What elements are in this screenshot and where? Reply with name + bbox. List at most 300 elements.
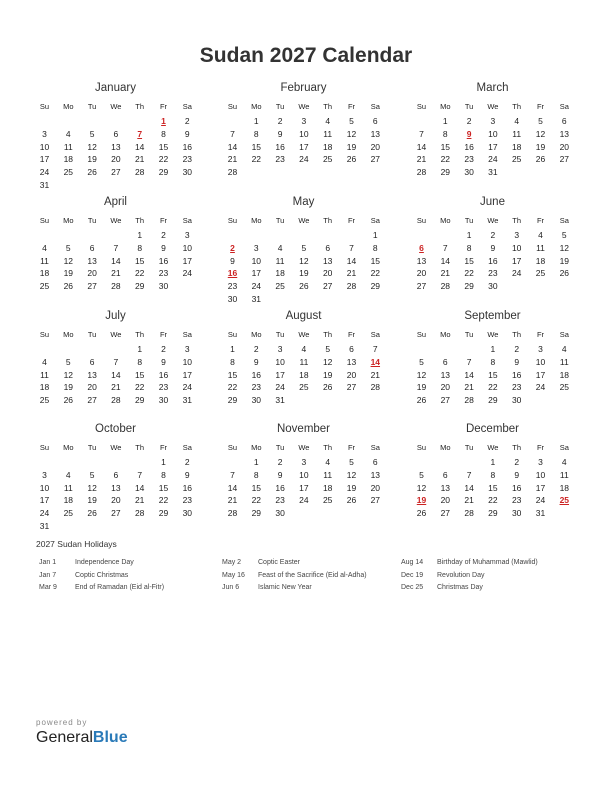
day-cell: 29	[488, 508, 498, 519]
day-cell: 5	[349, 457, 354, 467]
day-cell: 24	[511, 268, 522, 279]
day-cell: 27	[87, 281, 97, 292]
weekday-label: Sa	[370, 443, 380, 452]
day-cell: 23	[182, 495, 193, 506]
month-name: October	[95, 423, 136, 435]
day-cell: 17	[275, 369, 285, 380]
day-grid	[33, 230, 198, 304]
holiday-row	[401, 572, 586, 585]
holiday-row	[222, 559, 407, 572]
day-cell: 10	[535, 356, 546, 367]
holiday-day: 1	[161, 116, 166, 126]
day-cell: 26	[559, 268, 570, 279]
day-cell: 24	[299, 495, 309, 506]
day-cell: 18	[559, 369, 570, 380]
weekday-label: Su	[416, 102, 427, 111]
day-cell: 8	[230, 356, 235, 367]
holiday-date: Dec 25	[401, 584, 424, 591]
weekday-header	[410, 216, 575, 228]
holiday-day: 14	[370, 356, 381, 367]
weekday-label: Tu	[275, 443, 285, 452]
weekday-header	[33, 330, 198, 342]
weekday-label: Tu	[464, 443, 474, 452]
holiday-day: 2	[230, 242, 235, 253]
day-cell: 22	[488, 495, 498, 506]
day-cell: 26	[87, 167, 97, 178]
weekday-label: Sa	[559, 443, 569, 452]
day-cell: 22	[158, 495, 169, 506]
day-cell: 6	[325, 242, 331, 253]
day-cell: 27	[370, 154, 381, 165]
day-cell: 13	[87, 369, 97, 380]
month-july	[33, 310, 198, 418]
day-cell: 3	[514, 230, 520, 240]
weekday-label: Tu	[87, 330, 97, 339]
day-cell: 8	[253, 469, 259, 480]
day-cell: 29	[464, 281, 474, 292]
day-cell: 29	[370, 281, 381, 292]
month-october	[33, 423, 198, 531]
day-cell: 17	[299, 141, 309, 152]
day-cell: 21	[227, 495, 238, 506]
day-cell: 27	[416, 281, 427, 292]
day-cell: 2	[161, 344, 166, 354]
day-cell: 18	[535, 255, 546, 266]
day-grid	[410, 457, 575, 531]
day-cell: 4	[42, 242, 47, 253]
day-cell: 26	[87, 508, 97, 519]
day-cell: 5	[538, 116, 543, 126]
day-cell: 18	[39, 382, 50, 393]
day-cell: 1	[137, 344, 143, 354]
weekday-header	[410, 330, 575, 342]
day-cell: 27	[111, 167, 121, 178]
day-cell: 15	[370, 255, 381, 266]
day-cell: 30	[488, 281, 498, 292]
day-cell: 4	[538, 230, 543, 240]
day-cell: 30	[464, 167, 474, 178]
day-cell: 1	[137, 230, 143, 240]
day-cell: 9	[161, 242, 166, 253]
holiday-name: Revolution Day	[437, 571, 485, 579]
day-cell: 21	[134, 154, 145, 165]
month-april	[33, 196, 198, 304]
holiday-row	[222, 572, 407, 585]
weekday-label: Mo	[440, 216, 451, 225]
day-cell: 4	[277, 242, 283, 253]
day-cell: 1	[372, 230, 378, 240]
day-cell: 5	[419, 469, 424, 480]
day-cell: 19	[416, 382, 427, 393]
day-cell: 9	[161, 356, 166, 367]
month-november	[221, 423, 386, 531]
holiday-column	[222, 559, 407, 597]
day-cell: 28	[227, 167, 238, 178]
day-cell: 16	[182, 141, 193, 152]
day-cell: 23	[158, 382, 169, 393]
day-cell: 6	[89, 356, 95, 367]
weekday-label: Su	[227, 102, 238, 111]
weekday-label: Tu	[275, 102, 285, 111]
day-cell: 15	[134, 369, 145, 380]
day-cell: 10	[182, 242, 193, 253]
day-cell: 10	[39, 141, 50, 152]
weekday-header	[33, 216, 198, 228]
weekday-header	[221, 330, 386, 342]
day-cell: 30	[511, 395, 522, 406]
day-cell: 5	[419, 356, 424, 367]
weekday-label: Fr	[536, 216, 545, 225]
day-cell: 21	[111, 268, 121, 279]
day-cell: 20	[111, 495, 121, 506]
day-cell: 12	[346, 128, 357, 139]
weekday-label: We	[110, 102, 122, 111]
month-february	[221, 82, 386, 190]
day-cell: 25	[39, 281, 50, 292]
day-cell: 11	[536, 242, 545, 253]
day-cell: 29	[158, 167, 169, 178]
day-cell: 9	[277, 128, 283, 139]
day-cell: 25	[322, 154, 333, 165]
day-cell: 20	[111, 154, 121, 165]
day-grid	[33, 344, 198, 418]
weekday-header	[33, 102, 198, 114]
day-cell: 19	[322, 369, 333, 380]
day-cell: 8	[372, 242, 378, 253]
day-cell: 11	[299, 356, 309, 367]
weekday-label: Sa	[370, 216, 380, 225]
day-cell: 5	[325, 344, 331, 354]
weekday-label: Mo	[63, 216, 74, 225]
weekday-label: Tu	[87, 443, 97, 452]
holiday-date: May 2	[222, 559, 242, 566]
day-cell: 5	[89, 469, 95, 480]
weekday-label: Sa	[559, 102, 569, 111]
day-cell: 7	[137, 469, 143, 480]
day-cell: 8	[253, 128, 259, 139]
month-may	[221, 196, 386, 304]
day-cell: 14	[111, 369, 121, 380]
weekday-label: Sa	[559, 330, 569, 339]
day-cell: 3	[42, 128, 47, 139]
day-cell: 25	[511, 154, 522, 165]
day-cell: 27	[111, 508, 121, 519]
day-cell: 1	[230, 344, 235, 354]
weekday-label: Su	[39, 443, 50, 452]
day-cell: 29	[158, 508, 169, 519]
day-cell: 27	[87, 395, 97, 406]
day-cell: 23	[488, 268, 498, 279]
day-cell: 10	[299, 469, 309, 480]
day-cell: 16	[182, 482, 193, 493]
weekday-label: Su	[416, 216, 427, 225]
weekday-label: Th	[135, 443, 145, 452]
holiday-row	[222, 584, 407, 597]
holiday-date: May 16	[222, 571, 245, 579]
day-cell: 21	[416, 154, 427, 165]
day-cell: 14	[227, 141, 238, 152]
month-september	[410, 310, 575, 418]
day-cell: 17	[182, 369, 193, 380]
weekday-label: Th	[512, 330, 522, 339]
weekday-label: Mo	[63, 102, 74, 111]
day-cell: 11	[559, 469, 569, 480]
day-cell: 19	[87, 154, 97, 165]
day-cell: 24	[535, 382, 546, 393]
day-cell: 17	[535, 482, 546, 493]
day-cell: 26	[322, 382, 333, 393]
day-cell: 31	[251, 294, 262, 304]
day-cell: 19	[535, 141, 546, 152]
day-cell: 16	[275, 482, 285, 493]
holiday-date: Jan 7	[39, 571, 57, 579]
month-august	[221, 310, 386, 418]
day-cell: 22	[440, 154, 451, 165]
day-cell: 8	[466, 242, 472, 253]
day-cell: 6	[113, 128, 119, 139]
weekday-label: We	[110, 330, 122, 339]
day-cell: 16	[511, 369, 522, 380]
weekday-header	[221, 443, 386, 455]
day-grid	[410, 230, 575, 304]
day-cell: 4	[561, 344, 567, 354]
weekday-label: Tu	[464, 102, 474, 111]
holiday-day: 25	[559, 495, 570, 506]
holiday-day: 6	[419, 242, 424, 253]
weekday-label: Mo	[251, 102, 262, 111]
day-cell: 4	[301, 344, 307, 354]
day-cell: 12	[63, 369, 74, 380]
day-cell: 7	[466, 356, 472, 367]
footer	[36, 718, 128, 747]
day-cell: 24	[251, 281, 262, 292]
weekday-label: Mo	[63, 330, 74, 339]
day-cell: 19	[63, 268, 74, 279]
day-cell: 30	[227, 294, 238, 304]
weekday-label: We	[110, 216, 122, 225]
weekday-label: Th	[512, 216, 522, 225]
day-cell: 9	[514, 356, 520, 367]
day-cell: 6	[349, 344, 354, 354]
day-cell: 13	[111, 482, 121, 493]
day-cell: 20	[322, 268, 333, 279]
powered-by-text: powered by	[36, 718, 88, 727]
day-cell: 11	[275, 255, 285, 266]
day-cell: 23	[511, 495, 522, 506]
weekday-label: Th	[135, 216, 145, 225]
day-cell: 15	[488, 482, 498, 493]
day-cell: 6	[372, 116, 378, 126]
day-cell: 4	[561, 457, 567, 467]
day-cell: 30	[182, 508, 193, 519]
day-cell: 2	[277, 457, 283, 467]
day-cell: 10	[511, 242, 522, 253]
day-cell: 30	[158, 395, 169, 406]
day-cell: 14	[416, 141, 427, 152]
day-cell: 9	[184, 469, 190, 480]
day-cell: 28	[464, 395, 474, 406]
day-cell: 28	[111, 395, 121, 406]
holiday-row	[39, 572, 224, 585]
day-cell: 31	[182, 395, 193, 406]
day-cell: 7	[372, 344, 378, 354]
weekday-label: Fr	[159, 216, 168, 225]
weekday-label: Mo	[251, 216, 262, 225]
holiday-date: Mar 9	[39, 584, 57, 591]
day-cell: 12	[322, 356, 333, 367]
day-cell: 27	[559, 154, 570, 165]
day-cell: 9	[253, 356, 259, 367]
day-cell: 7	[230, 469, 235, 480]
day-cell: 11	[512, 128, 522, 139]
day-cell: 14	[464, 369, 474, 380]
day-cell: 3	[538, 457, 543, 467]
day-cell: 6	[113, 469, 119, 480]
day-grid	[410, 116, 575, 190]
day-cell: 11	[40, 369, 49, 380]
month-name: March	[476, 82, 509, 94]
brand-blue: Blue	[92, 729, 128, 746]
day-cell: 22	[251, 154, 262, 165]
generalblue-logo[interactable]	[36, 729, 128, 747]
day-cell: 16	[464, 141, 474, 152]
day-cell: 18	[39, 268, 50, 279]
weekday-label: Fr	[159, 102, 168, 111]
day-cell: 13	[440, 482, 451, 493]
day-cell: 24	[299, 154, 309, 165]
day-cell: 25	[39, 395, 50, 406]
day-cell: 26	[346, 154, 357, 165]
day-cell: 27	[440, 395, 451, 406]
holiday-name: Christmas Day	[437, 584, 483, 591]
day-cell: 17	[488, 141, 498, 152]
day-cell: 16	[251, 369, 262, 380]
weekday-label: Th	[323, 443, 333, 452]
day-cell: 26	[63, 395, 74, 406]
day-cell: 21	[464, 495, 474, 506]
day-cell: 31	[488, 167, 498, 178]
day-cell: 29	[134, 281, 145, 292]
day-cell: 2	[184, 116, 190, 126]
day-cell: 15	[251, 141, 262, 152]
holiday-day: 7	[137, 128, 143, 139]
day-cell: 24	[182, 382, 193, 393]
day-cell: 29	[227, 395, 238, 406]
day-cell: 31	[39, 521, 50, 531]
weekday-label: Fr	[347, 216, 356, 225]
weekday-header	[33, 443, 198, 455]
day-cell: 12	[87, 482, 97, 493]
day-cell: 25	[559, 382, 570, 393]
day-cell: 5	[561, 230, 567, 240]
day-cell: 31	[275, 395, 285, 406]
day-cell: 7	[113, 242, 119, 253]
day-cell: 1	[253, 116, 259, 126]
day-cell: 17	[511, 255, 522, 266]
day-cell: 21	[464, 382, 474, 393]
day-cell: 7	[113, 356, 119, 367]
day-cell: 24	[39, 508, 50, 519]
day-cell: 30	[158, 281, 169, 292]
day-cell: 28	[227, 508, 238, 519]
day-cell: 18	[299, 369, 309, 380]
month-name: November	[276, 423, 331, 435]
weekday-label: We	[110, 443, 122, 452]
weekday-label: Tu	[464, 330, 474, 339]
weekday-label: We	[487, 330, 499, 339]
day-cell: 24	[488, 154, 498, 165]
day-cell: 26	[535, 154, 546, 165]
day-cell: 12	[63, 255, 74, 266]
day-cell: 2	[277, 116, 283, 126]
weekday-label: We	[487, 102, 499, 111]
weekday-header	[410, 443, 575, 455]
day-cell: 2	[253, 344, 259, 354]
day-cell: 10	[488, 128, 498, 139]
month-name: April	[103, 196, 127, 208]
weekday-header	[410, 102, 575, 114]
day-grid	[221, 457, 386, 531]
day-cell: 8	[161, 469, 166, 480]
day-cell: 7	[349, 242, 354, 253]
day-cell: 5	[301, 242, 307, 253]
day-cell: 31	[535, 508, 546, 519]
day-cell: 19	[346, 141, 357, 152]
day-cell: 14	[440, 255, 451, 266]
weekday-label: Fr	[347, 443, 356, 452]
weekday-label: Su	[227, 330, 238, 339]
day-cell: 19	[87, 495, 97, 506]
day-cell: 24	[182, 268, 193, 279]
day-cell: 22	[158, 154, 169, 165]
day-cell: 23	[275, 154, 285, 165]
weekday-label: Fr	[536, 102, 545, 111]
day-cell: 15	[440, 141, 451, 152]
day-cell: 5	[65, 242, 71, 253]
weekday-label: Su	[416, 443, 427, 452]
day-cell: 22	[464, 268, 474, 279]
day-cell: 24	[535, 495, 546, 506]
day-cell: 18	[63, 495, 74, 506]
day-cell: 19	[559, 255, 570, 266]
holiday-day: 9	[466, 128, 472, 139]
day-cell: 6	[442, 469, 448, 480]
day-cell: 25	[63, 508, 74, 519]
day-cell: 13	[322, 255, 333, 266]
weekday-label: Sa	[370, 102, 380, 111]
day-cell: 22	[370, 268, 381, 279]
day-cell: 19	[346, 482, 357, 493]
day-cell: 27	[370, 495, 381, 506]
day-cell: 6	[372, 457, 378, 467]
weekday-label: Th	[323, 330, 333, 339]
day-cell: 25	[275, 281, 285, 292]
day-cell: 2	[490, 230, 496, 240]
month-name: June	[480, 196, 505, 208]
weekday-label: Tu	[275, 216, 285, 225]
day-cell: 2	[514, 457, 520, 467]
day-cell: 21	[227, 154, 238, 165]
weekday-label: Sa	[182, 330, 192, 339]
brand-general: General	[36, 729, 93, 746]
day-cell: 12	[535, 128, 546, 139]
day-cell: 28	[134, 167, 145, 178]
weekday-label: Su	[227, 216, 238, 225]
holiday-name: Feast of the Sacrifice (Eid al-Adha)	[258, 571, 367, 579]
day-cell: 22	[134, 382, 145, 393]
day-cell: 30	[182, 167, 193, 178]
day-cell: 23	[182, 154, 193, 165]
